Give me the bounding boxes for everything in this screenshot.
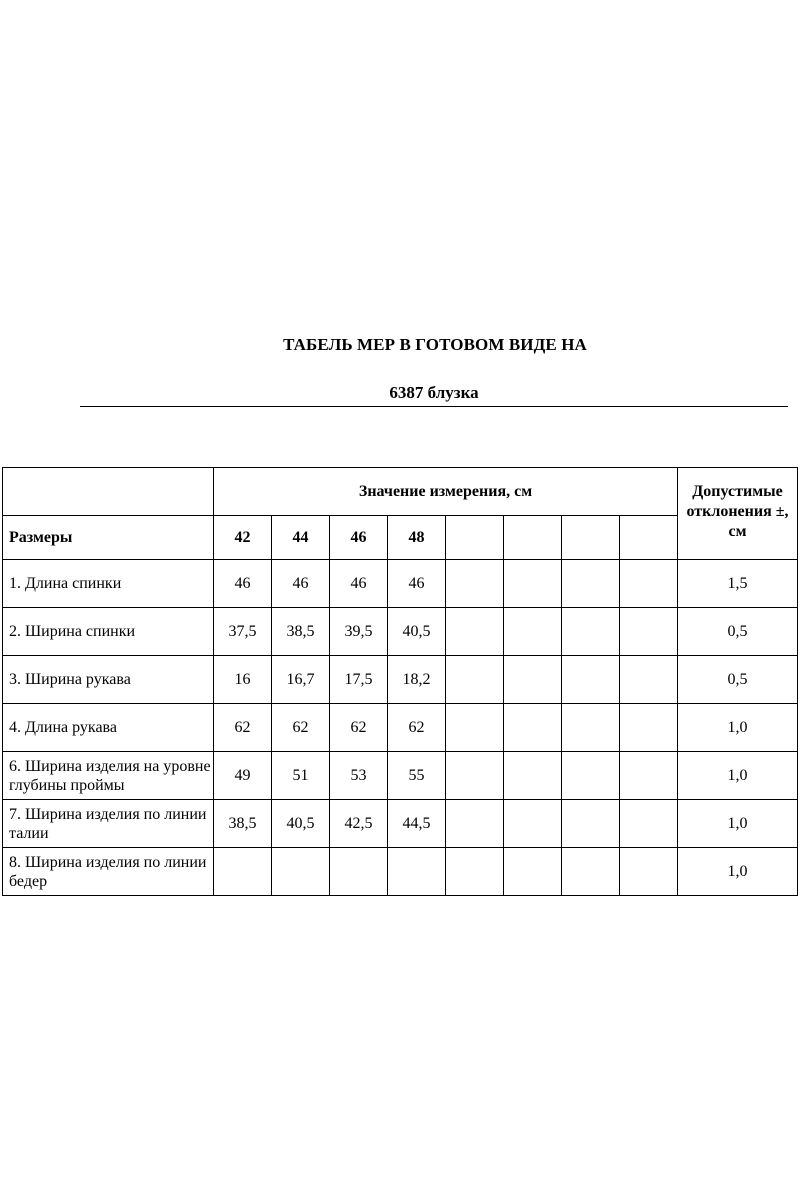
value-cell: 40,5 bbox=[272, 800, 330, 848]
tolerance-cell: 0,5 bbox=[678, 656, 798, 704]
tolerance-cell: 1,0 bbox=[678, 800, 798, 848]
value-cell bbox=[620, 656, 678, 704]
row-label: 4. Длина рукава bbox=[3, 704, 214, 752]
sizes-label: Размеры bbox=[3, 516, 214, 560]
value-cell bbox=[620, 704, 678, 752]
value-cell: 62 bbox=[388, 704, 446, 752]
value-cell bbox=[446, 560, 504, 608]
value-cell bbox=[446, 848, 504, 896]
value-cell: 38,5 bbox=[272, 608, 330, 656]
value-cell: 46 bbox=[214, 560, 272, 608]
value-cell bbox=[562, 560, 620, 608]
value-cell bbox=[330, 848, 388, 896]
value-cell bbox=[446, 608, 504, 656]
row-label: 7. Ширина изделия по линии талии bbox=[3, 800, 214, 848]
value-cell bbox=[504, 608, 562, 656]
value-cell: 16,7 bbox=[272, 656, 330, 704]
row-label: 2. Ширина спинки bbox=[3, 608, 214, 656]
value-cell bbox=[620, 560, 678, 608]
table-row bbox=[3, 656, 798, 704]
tolerance-cell: 1,0 bbox=[678, 704, 798, 752]
value-cell: 62 bbox=[214, 704, 272, 752]
size-cell bbox=[620, 516, 678, 560]
row-label: 1. Длина спинки bbox=[3, 560, 214, 608]
tolerance-cell: 1,0 bbox=[678, 752, 798, 800]
title-underline bbox=[80, 406, 788, 407]
document-title: ТАБЕЛЬ МЕР В ГОТОВОМ ВИДЕ НА bbox=[283, 335, 587, 354]
value-cell bbox=[620, 752, 678, 800]
empty-corner-cell bbox=[3, 468, 214, 516]
value-cell: 55 bbox=[388, 752, 446, 800]
value-cell bbox=[620, 608, 678, 656]
value-cell bbox=[562, 848, 620, 896]
value-cell bbox=[446, 704, 504, 752]
measure-header: Значение измерения, см bbox=[214, 468, 678, 516]
value-cell bbox=[504, 752, 562, 800]
value-cell bbox=[620, 848, 678, 896]
value-cell: 40,5 bbox=[388, 608, 446, 656]
value-cell: 16 bbox=[214, 656, 272, 704]
value-cell bbox=[504, 656, 562, 704]
value-cell: 44,5 bbox=[388, 800, 446, 848]
value-cell bbox=[446, 800, 504, 848]
table-header-row bbox=[3, 468, 798, 516]
row-label: 3. Ширина рукава bbox=[3, 656, 214, 704]
value-cell bbox=[446, 752, 504, 800]
size-cell: 44 bbox=[272, 516, 330, 560]
value-cell: 46 bbox=[388, 560, 446, 608]
value-cell: 49 bbox=[214, 752, 272, 800]
size-cell bbox=[446, 516, 504, 560]
value-cell: 18,2 bbox=[388, 656, 446, 704]
size-cell: 48 bbox=[388, 516, 446, 560]
tolerance-cell: 0,5 bbox=[678, 608, 798, 656]
value-cell bbox=[272, 848, 330, 896]
table-row bbox=[3, 848, 798, 896]
size-cell bbox=[562, 516, 620, 560]
value-cell: 17,5 bbox=[330, 656, 388, 704]
value-cell bbox=[562, 800, 620, 848]
value-cell bbox=[504, 848, 562, 896]
value-cell bbox=[504, 800, 562, 848]
table-row bbox=[3, 608, 798, 656]
deviation-header: Допустимые отклонения ±, см bbox=[678, 468, 798, 560]
value-cell bbox=[562, 656, 620, 704]
value-cell bbox=[214, 848, 272, 896]
size-cell: 42 bbox=[214, 516, 272, 560]
tolerance-cell: 1,5 bbox=[678, 560, 798, 608]
measurements-table bbox=[2, 467, 798, 896]
value-cell: 62 bbox=[330, 704, 388, 752]
value-cell: 62 bbox=[272, 704, 330, 752]
value-cell: 39,5 bbox=[330, 608, 388, 656]
value-cell bbox=[504, 704, 562, 752]
size-cell bbox=[504, 516, 562, 560]
tolerance-cell: 1,0 bbox=[678, 848, 798, 896]
value-cell bbox=[446, 656, 504, 704]
table-row bbox=[3, 560, 798, 608]
size-cell: 46 bbox=[330, 516, 388, 560]
table-row bbox=[3, 704, 798, 752]
value-cell: 53 bbox=[330, 752, 388, 800]
value-cell bbox=[562, 608, 620, 656]
value-cell: 46 bbox=[272, 560, 330, 608]
row-label: 6. Ширина изделия на уровне глубины проймы bbox=[3, 752, 214, 800]
table-row bbox=[3, 752, 798, 800]
table-row bbox=[3, 800, 798, 848]
row-label: 8. Ширина изделия по линии бедер bbox=[3, 848, 214, 896]
value-cell bbox=[620, 800, 678, 848]
value-cell: 46 bbox=[330, 560, 388, 608]
value-cell: 51 bbox=[272, 752, 330, 800]
value-cell bbox=[504, 560, 562, 608]
document-subtitle: 6387 блузка bbox=[389, 383, 479, 402]
value-cell: 37,5 bbox=[214, 608, 272, 656]
value-cell bbox=[562, 704, 620, 752]
value-cell bbox=[388, 848, 446, 896]
value-cell: 38,5 bbox=[214, 800, 272, 848]
value-cell: 42,5 bbox=[330, 800, 388, 848]
value-cell bbox=[562, 752, 620, 800]
